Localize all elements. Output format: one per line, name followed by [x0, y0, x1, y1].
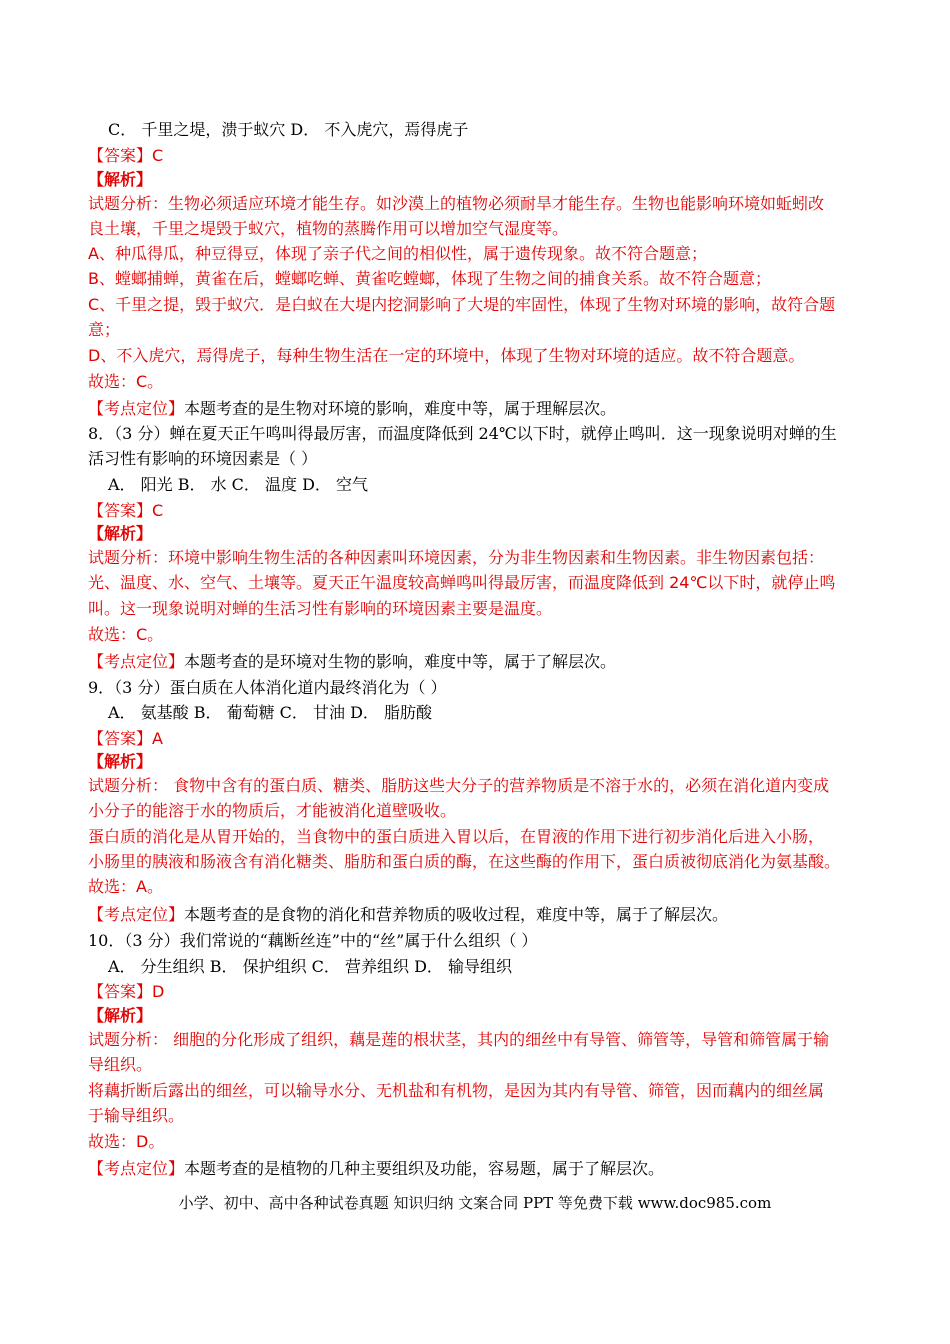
- q10-point: [88, 1156, 664, 1179]
- point-label: 【考点定位】: [88, 652, 185, 671]
- q7-analysis-line: D、不入虎穴，焉得虎子，每种生物生活在一定的环境中，体现了生物对环境的适应。故不符合题意。: [88, 346, 805, 365]
- q7-analysis-label: 【解析】: [88, 170, 153, 189]
- q10-answer: 【答案】D: [88, 982, 165, 1001]
- q9-choice: 故选：A。: [88, 877, 163, 896]
- point-label: 【考点定位】: [88, 1159, 185, 1178]
- point-text: 本题考查的是植物的几种主要组织及功能，容易题，属于了解层次。: [184, 1159, 665, 1178]
- q8-analysis-label: 【解析】: [88, 524, 153, 543]
- point-text: 本题考查的是生物对环境的影响，难度中等，属于理解层次。: [184, 399, 617, 418]
- q8-choice: 故选：C。: [88, 625, 164, 644]
- q9-analysis-line: 试题分析： 食物中含有的蛋白质、糖类、脂肪这些大分子的营养物质是不溶于水的，必须在消化道内变成: [88, 776, 830, 795]
- q10-analysis-line: 导组织。: [88, 1055, 153, 1074]
- page-footer: 小学、初中、高中各种试卷真题 知识归纳 文案合同 PPT 等免费下载 www.doc985.com: [178, 1194, 772, 1212]
- q8-analysis-line: 光、温度、水、空气、土壤等。夏天正午温度较高蝉鸣叫得最厉害，而温度降低到 24℃以下时，就停止鸣: [88, 573, 836, 592]
- q10-options: A． 分生组织 B． 保护组织 C． 营养组织 D． 输导组织: [108, 957, 512, 976]
- q9-analysis-line: 蛋白质的消化是从胃开始的，当食物中的蛋白质进入胃以后，在胃液的作用下进行初步消化后进入小肠，: [88, 827, 825, 846]
- q10-choice: 故选：D。: [88, 1132, 165, 1151]
- q9-analysis-line: 小肠里的胰液和肠液含有消化糖类、脂肪和蛋白质的酶，在这些酶的作用下，蛋白质被彻底消化为氨基酸。: [88, 852, 841, 871]
- q10-analysis-label: 【解析】: [88, 1006, 153, 1025]
- q7-point: [88, 396, 616, 419]
- q9-stem: 9．（3 分）蛋白质在人体消化道内最终消化为（ ）: [88, 678, 447, 697]
- q7-analysis-line: 意；: [88, 320, 121, 339]
- q8-answer: 【答案】C: [88, 501, 164, 520]
- q10-analysis-line: 将藕折断后露出的细丝，可以输导水分、无机盐和有机物，是因为其内有导管、筛管，因而藕内的细丝属: [88, 1081, 825, 1100]
- q7-answer: 【答案】C: [88, 146, 164, 165]
- q7-analysis-line: 良土壤，千里之堤毁于蚁穴，植物的蒸腾作用可以增加空气湿度等。: [88, 219, 569, 238]
- q8-options: A． 阳光 B． 水 C． 温度 D． 空气: [108, 475, 368, 494]
- q8-point: [88, 649, 616, 672]
- q8-stem: 活习性有影响的环境因素是（ ）: [88, 449, 318, 468]
- q9-point: [88, 902, 728, 925]
- point-text: 本题考查的是食物的消化和营养物质的吸收过程，难度中等，属于了解层次。: [184, 905, 729, 924]
- point-text: 本题考查的是环境对生物的影响，难度中等，属于了解层次。: [184, 652, 617, 671]
- q9-analysis-line: 小分子的能溶于水的物质后，才能被消化道壁吸收。: [88, 801, 457, 820]
- q10-stem: 10．（3 分）我们常说的“藕断丝连”中的“丝”属于什么组织（ ）: [88, 931, 538, 950]
- point-label: 【考点定位】: [88, 905, 185, 924]
- q9-options: A． 氨基酸 B． 葡萄糖 C． 甘油 D． 脂肪酸: [108, 703, 432, 722]
- q10-analysis-line: 试题分析： 细胞的分化形成了组织，藕是莲的根状茎，其内的细丝中有导管、筛管等，导管和筛管属于输: [88, 1030, 830, 1049]
- q7-analysis-line: A、种瓜得瓜，种豆得豆，体现了亲子代之间的相似性，属于遗传现象。故不符合题意；: [88, 244, 707, 263]
- q7-analysis-line: C、千里之提，毁于蚁穴．是白蚁在大堤内挖洞影响了大堤的牢固性，体现了生物对环境的影响，故符合题: [88, 295, 836, 314]
- q7-options: C． 千里之堤，溃于蚁穴 D． 不入虎穴，焉得虎子: [108, 120, 469, 139]
- q9-analysis-label: 【解析】: [88, 752, 153, 771]
- q9-answer: 【答案】A: [88, 729, 163, 748]
- q8-stem: 8．（3 分）蝉在夏天正午鸣叫得最厉害，而温度降低到 24℃以下时，就停止鸣叫．这一现象说明对蝉的生: [88, 424, 837, 443]
- q8-analysis-line: 叫。这一现象说明对蝉的生活习性有影响的环境因素主要是温度。: [88, 599, 553, 618]
- q7-choice: 故选：C。: [88, 372, 164, 391]
- q7-analysis-line: 试题分析：生物必须适应环境才能生存。如沙漠上的植物必须耐旱才能生存。生物也能影响环境如蚯蚓改: [88, 194, 825, 213]
- q10-analysis-line: 于输导组织。: [88, 1106, 185, 1125]
- q7-analysis-line: B、螳螂捕蝉，黄雀在后，螳螂吃蝉、黄雀吃螳螂，体现了生物之间的捕食关系。故不符合题意；: [88, 269, 771, 288]
- q8-analysis-line: 试题分析：环境中影响生物生活的各种因素叫环境因素，分为非生物因素和生物因素。非生物因素包括：: [88, 548, 825, 567]
- point-label: 【考点定位】: [88, 399, 185, 418]
